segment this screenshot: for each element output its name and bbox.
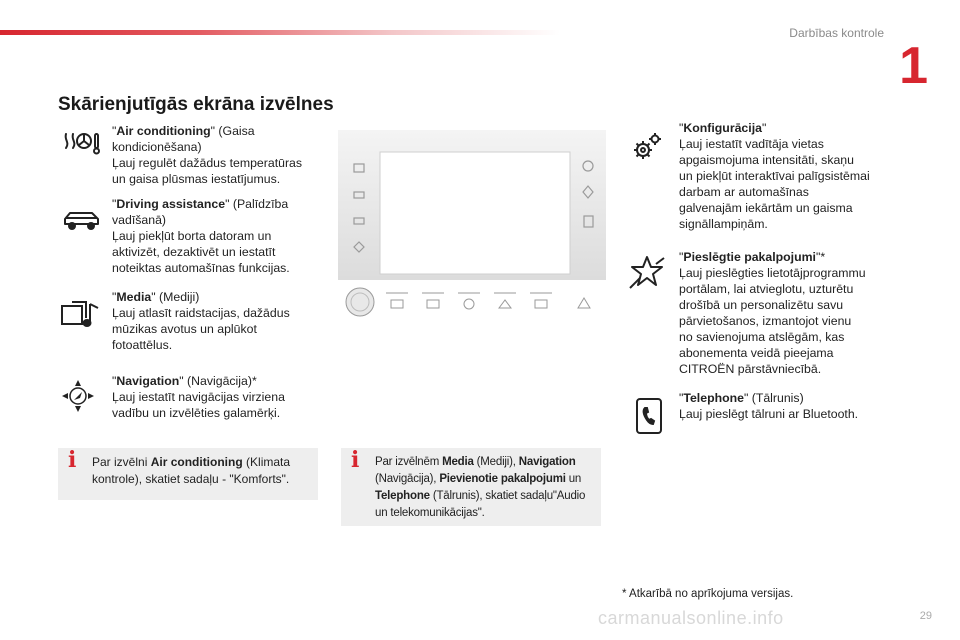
section-title: Skārienjutīgās ekrāna izvēlnes bbox=[58, 94, 334, 115]
watermark: carmanualsonline.info bbox=[598, 608, 784, 628]
media-icon bbox=[60, 300, 102, 330]
telephone-icon bbox=[634, 396, 664, 436]
info-box-air-conditioning bbox=[58, 448, 318, 500]
configuration-description: "Konfigurācija" Ļauj iestatīt vadītāja vietas apgaismojuma intensitāti, skaņu un piekļūt interaktīvai palīgsistēmai darbam ar automašīnas galvenajām iekārtām un gaisma signāllampiņām. bbox=[679, 121, 870, 231]
connected-apps-description: "Pieslēgtie pakalpojumi"* Ļauj pieslēgties lietotājprogrammu portālam, lai atvieglotu, uzturētu drošībā un personalizētu savu pārvietošanos, izmantojot vienu no savienojuma atslēgām, kas abonementa veidā pieejama CITROËN pārstāvniecībā. bbox=[679, 250, 866, 376]
info-text-air-conditioning: Par izvēlni Air conditioning (Klimata kontrole), skatiet sadaļu - "Komforts". bbox=[92, 455, 291, 486]
page-number: 29 bbox=[919, 610, 932, 622]
configuration-icon bbox=[632, 132, 662, 162]
footnote: * Atkarībā no aprīkojuma versijas. bbox=[622, 588, 794, 600]
telephone-description: "Telephone" (Tālrunis) Ļauj pieslēgt tālruni ar Bluetooth. bbox=[679, 391, 859, 421]
driving-assistance-description: "Driving assistance" (Palīdzība vadīšanā) Ļauj piekļūt borta datoram un aktivizēt, dezaktivēt un iestatīt noteiktas automašīnas funkcijas. bbox=[112, 197, 290, 275]
info-text-media-navigation: Par izvēlnēm Media (Mediji), Navigation (Navigācija), Pievienotie pakalpojumi un Telephone (Tālrunis), skatiet sadaļu"Audio un telekomunikācijas". bbox=[375, 456, 586, 519]
air-conditioning-description: "Air conditioning" (Gaisa kondicionēšana) Ļauj regulēt dažādus temperatūras un gaisa plūsmas iestatījumus. bbox=[112, 124, 303, 186]
info-icon: i bbox=[351, 447, 360, 473]
media-description: "Media" (Mediji) Ļauj atlasīt raidstacijas, dažādus mūzikas avotus un aplūkot fotoattēlus. bbox=[112, 290, 290, 352]
driving-assistance-icon bbox=[62, 208, 102, 232]
air-conditioning-icon bbox=[62, 130, 102, 160]
info-icon: i bbox=[68, 447, 77, 473]
touchscreen-illustration bbox=[338, 130, 606, 335]
header-accent-bar bbox=[0, 30, 560, 35]
navigation-icon bbox=[60, 378, 96, 414]
navigation-description: "Navigation" (Navigācija)* Ļauj iestatīt navigācijas virziena vadību un izvēlēties galamērķi. bbox=[112, 374, 285, 420]
chapter-title: Darbības kontrole bbox=[789, 26, 884, 40]
chapter-number: 1 bbox=[899, 37, 928, 95]
connected-apps-icon bbox=[628, 254, 666, 290]
info-box-media-navigation bbox=[341, 448, 601, 526]
